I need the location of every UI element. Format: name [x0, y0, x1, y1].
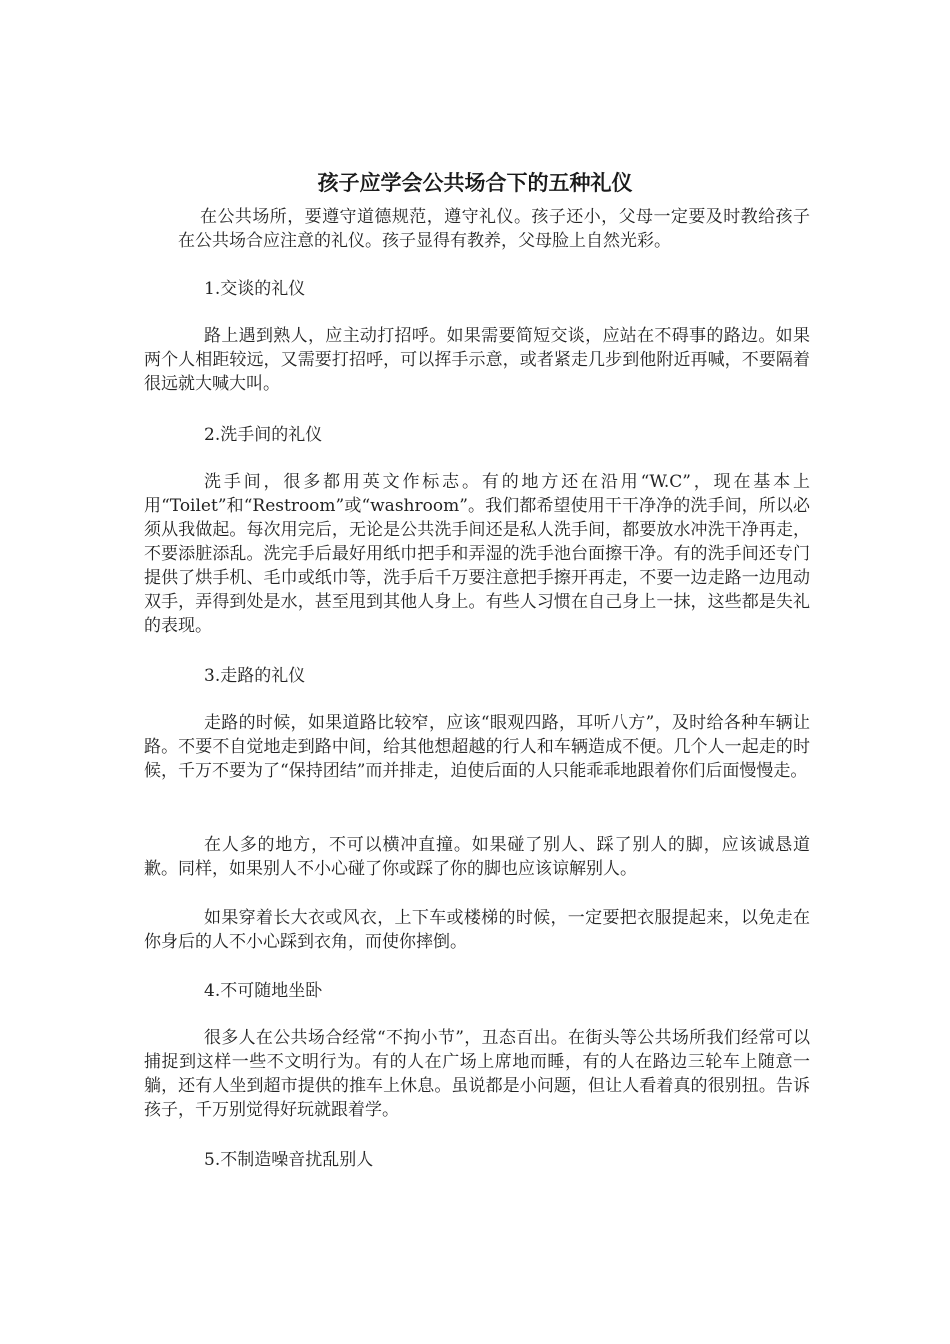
section-1-paragraph-1: 路上遇到熟人，应主动打招呼。如果需要简短交谈，应站在不碍事的路边。如果两个人相距较远，又需要打招呼，可以挥手示意，或者紧走几步到他附近再喊，不要隔着很远就大喊大叫。: [144, 326, 810, 394]
intro-paragraph: 在公共场所，要遵守道德规范，遵守礼仪。孩子还小，父母一定要及时教给孩子在公共场合应注意的礼仪。孩子显得有教养，父母脸上自然光彩。: [178, 207, 810, 251]
section-heading-1: 1.交谈的礼仪: [204, 279, 306, 299]
section-3-paragraph-3: 如果穿着长大衣或风衣，上下车或楼梯的时候，一定要把衣服提起来，以免走在你身后的人不小心踩到衣角，而使你摔倒。: [144, 908, 810, 952]
section-3-paragraph-1: 走路的时候，如果道路比较窄，应该“眼观四路，耳听八方”，及时给各种车辆让路。不要不自觉地走到路中间，给其他想超越的行人和车辆造成不便。几个人一起走的时候，千万不要为了“保持团结”而并排走，迫使后面的人只能乖乖地跟着你们后面慢慢走。: [144, 713, 810, 781]
section-heading-3: 3.走路的礼仪: [204, 666, 306, 686]
document-title: 孩子应学会公共场合下的五种礼仪: [317, 171, 633, 196]
section-2-paragraph-1: 洗手间，很多都用英文作标志。有的地方还在沿用“W.C”，现在基本上用“Toilet”和“Restroom”或“washroom”。我们都希望使用干干净净的洗手间，所以必须从我做起。每次用完后，无论是公共洗手间还是私人洗手间，都要放水冲洗干净再走，不要添脏添乱。洗完手后最好用纸巾把手和弄湿的洗手池台面擦干净。有的洗手间还专门提供了烘手机、毛巾或纸巾等，洗手后千万要注意把手擦开再走，不要一边走路一边甩动双手，弄得到处是水，甚至甩到其他人身上。有些人习惯在自己身上一抹，这些都是失礼的表现。: [144, 472, 810, 636]
section-heading-5: 5.不制造噪音扰乱别人: [204, 1150, 374, 1170]
section-heading-4: 4.不可随地坐卧: [204, 981, 323, 1001]
section-heading-2: 2.洗手间的礼仪: [204, 425, 323, 445]
section-3-paragraph-2: 在人多的地方，不可以横冲直撞。如果碰了别人、踩了别人的脚，应该诚恳道歉。同样，如果别人不小心碰了你或踩了你的脚也应该谅解别人。: [144, 835, 810, 879]
section-4-paragraph-1: 很多人在公共场合经常“不拘小节”，丑态百出。在街头等公共场所我们经常可以捕捉到这样一些不文明行为。有的人在广场上席地而睡，有的人在路边三轮车上随意一躺，还有人坐到超市提供的推车上休息。虽说都是小问题，但让人看着真的很别扭。告诉孩子，千万别觉得好玩就跟着学。: [144, 1028, 810, 1120]
